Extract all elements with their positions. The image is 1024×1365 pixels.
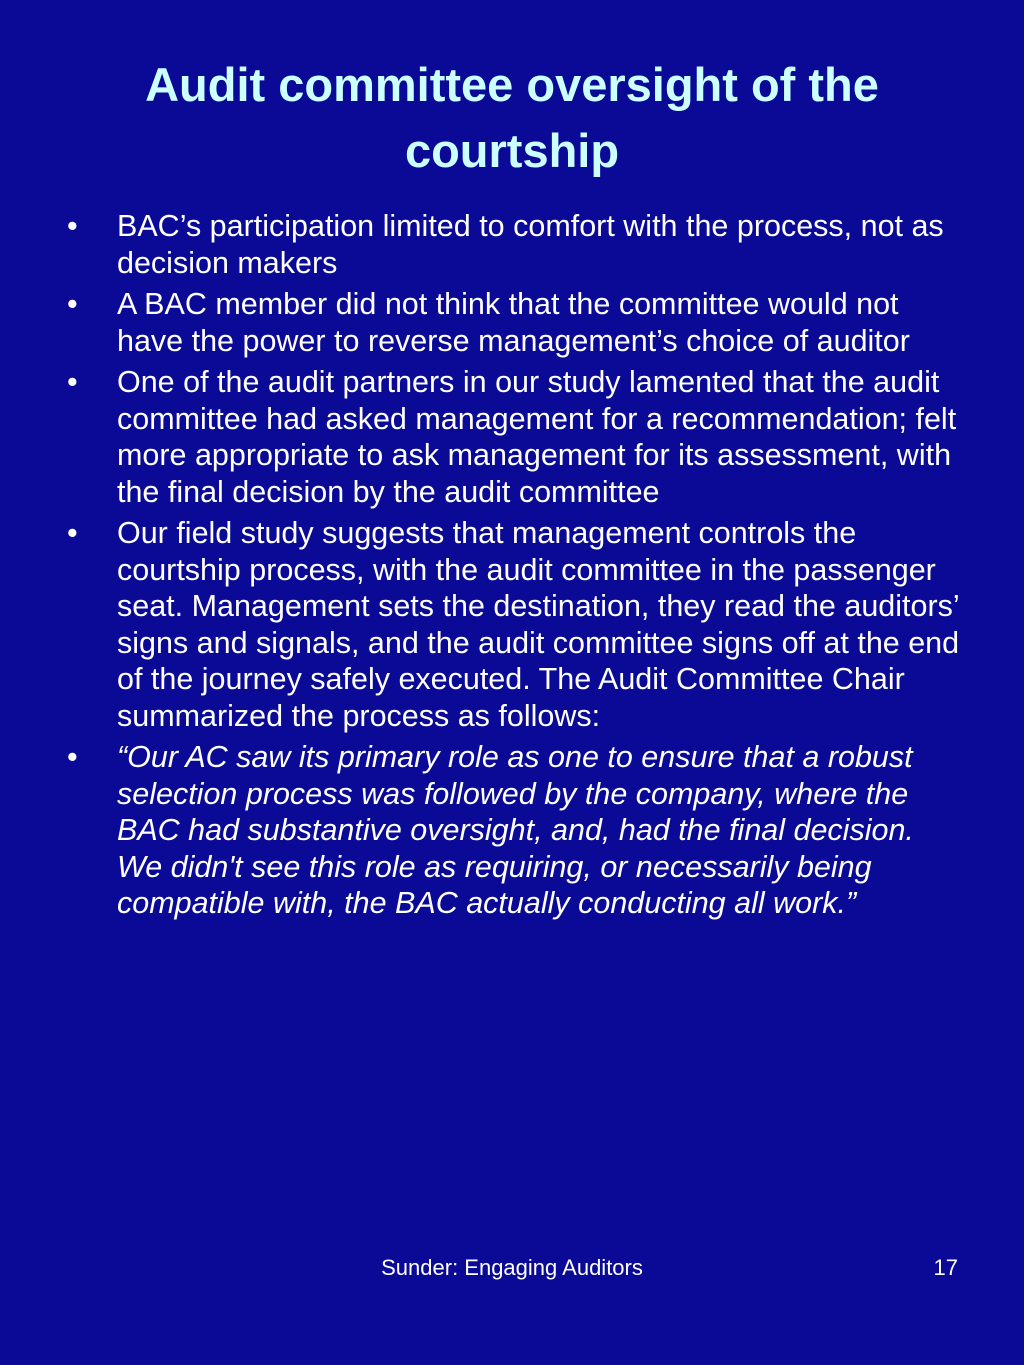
bullet-item-audit-partner xyxy=(60,364,960,510)
bullet-marker: • xyxy=(67,365,78,399)
quote-text: “Our AC saw its primary role as one to ensure that a robust selection process was followed by the company, where the BAC had substantive oversight, and, had the final decision. We didn't see this role as requiring, or necessarily being compatible with, the BAC actually conducting all work.” xyxy=(117,740,914,920)
bullet-marker: • xyxy=(67,516,78,550)
bullet-text: BAC’s participation limited to comfort with the process, not as decision makers xyxy=(117,209,944,280)
bullet-list xyxy=(60,208,960,927)
page-number: 17 xyxy=(933,1255,958,1280)
bullet-text: A BAC member did not think that the committee would not have the power to reverse management’s choice of auditor xyxy=(117,287,910,358)
bullet-marker: • xyxy=(67,287,78,321)
bullet-text: One of the audit partners in our study lamented that the audit committee had asked management for a recommendation; felt more appropriate to ask management for its assessment, with the final decision by the audit committee xyxy=(117,365,957,509)
bullet-item-bac-member xyxy=(60,286,960,359)
bullet-marker: • xyxy=(67,740,78,774)
footer-source: Sunder: Engaging Auditors xyxy=(381,1255,643,1280)
bullet-item-field-study xyxy=(60,515,960,734)
bullet-item-chair-quote xyxy=(60,739,960,922)
bullet-item-bac-participation xyxy=(60,208,960,281)
bullet-marker: • xyxy=(67,209,78,243)
bullet-text: Our field study suggests that management controls the courtship process, with the audit committee in the passenger seat. Management sets the destination, they read the auditors’ signs and signals, and the audit committee signs off at the end of the journey safely executed. The Audit Committee Chair summarized the process as follows: xyxy=(117,516,960,733)
slide-title: Audit committee oversight of the courtship xyxy=(145,58,879,177)
